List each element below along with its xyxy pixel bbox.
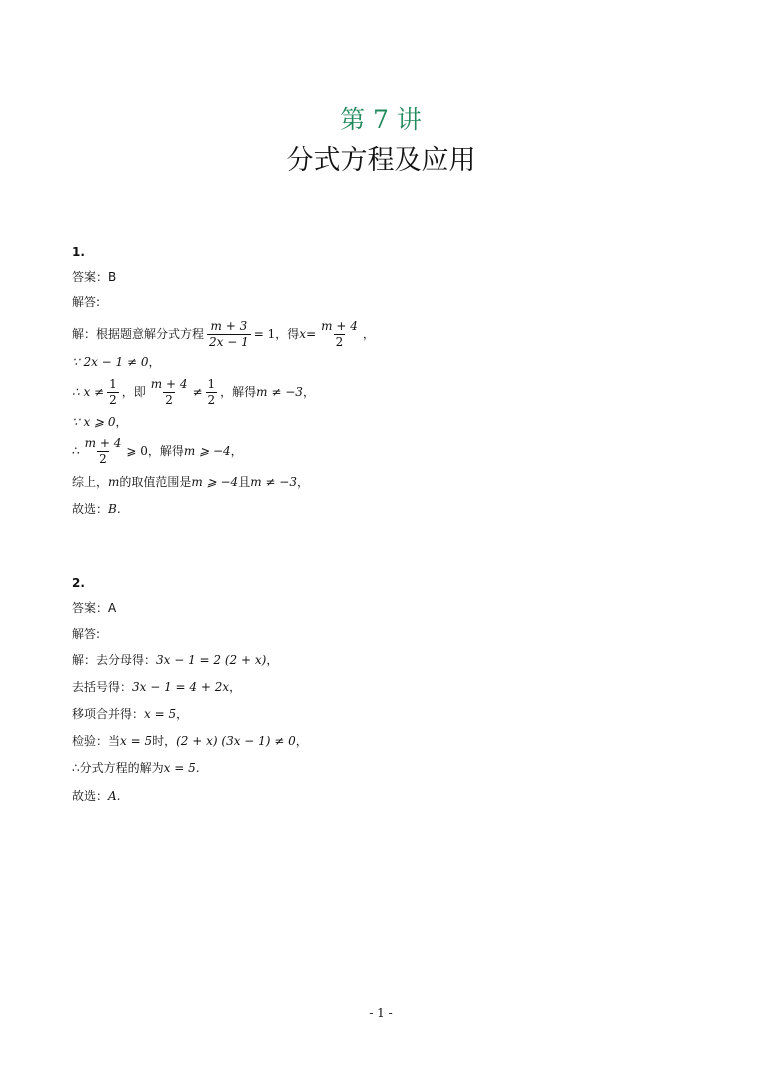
explain-label: 解答: bbox=[72, 295, 101, 309]
fraction: $\frac{m + 4}{2}$ bbox=[150, 376, 188, 407]
question-1 bbox=[72, 244, 692, 524]
solution-line-3: ∴ x ≠ $\frac{1}{2}$ ，即 $\frac{m + 4}{2}$ ≠ $\frac{1}{2}$ ，解得 m ≠ −3 ， bbox=[72, 376, 315, 407]
fraction: $\frac{m + 4}{2}$ bbox=[321, 318, 358, 349]
solution-line-2: 去括号得： 3x − 1 = 4 + 2x ， bbox=[72, 680, 242, 694]
fraction: $\frac{m + 3}{2x - 1}$ bbox=[209, 318, 249, 349]
explain-label: 解答: bbox=[72, 627, 101, 641]
solution-line-1: 解：根据题意解分式方程 $\frac{m + 3}{2x - 1}$ = 1 ，得 x = $\frac{m + 4}{2}$ ， bbox=[72, 318, 375, 349]
question-number: 1. bbox=[72, 245, 85, 259]
fraction: $\frac{1}{2}$ bbox=[207, 376, 216, 407]
solution-line-6: 综上， m 的取值范围是 m ⩾ −4 且 m ≠ −3 ， bbox=[72, 475, 309, 489]
solution-line-5: ∴分式方程的解为 x = 5. bbox=[72, 761, 200, 775]
fraction: $\frac{m + 4}{2}$ bbox=[84, 435, 122, 466]
question-2 bbox=[72, 575, 692, 815]
question-number: 2. bbox=[72, 576, 85, 590]
fraction: $\frac{1}{2}$ bbox=[109, 376, 117, 407]
solution-line-4: 检验：当 x = 5 时， (2 + x) (3x − 1) ≠ 0 ， bbox=[72, 734, 308, 748]
solution-line-2: ∵ 2x − 1 ≠ 0 ， bbox=[72, 355, 161, 369]
solution-line-3: 移项合并得： x = 5 ， bbox=[72, 707, 189, 721]
solution-line-4: ∵ x ⩾ 0 ， bbox=[72, 415, 128, 429]
page-title: 分式方程及应用 bbox=[286, 145, 476, 176]
solution-line-1: 解：去分母得： 3x − 1 = 2 (2 + x) ， bbox=[72, 653, 279, 667]
solution-line-6: 故选： A. bbox=[72, 789, 121, 803]
solution-line-7: 故选： B. bbox=[72, 502, 121, 516]
lesson-number: 第 7 讲 bbox=[340, 105, 422, 134]
page-number: - 1 - bbox=[369, 1006, 393, 1020]
answer-line: 答案：B bbox=[72, 270, 117, 284]
answer-line: 答案：A bbox=[72, 601, 117, 615]
solution-line-5: ∴ $\frac{m + 4}{2}$ ⩾ 0 ，解得 m ⩾ −4 ， bbox=[72, 435, 243, 466]
